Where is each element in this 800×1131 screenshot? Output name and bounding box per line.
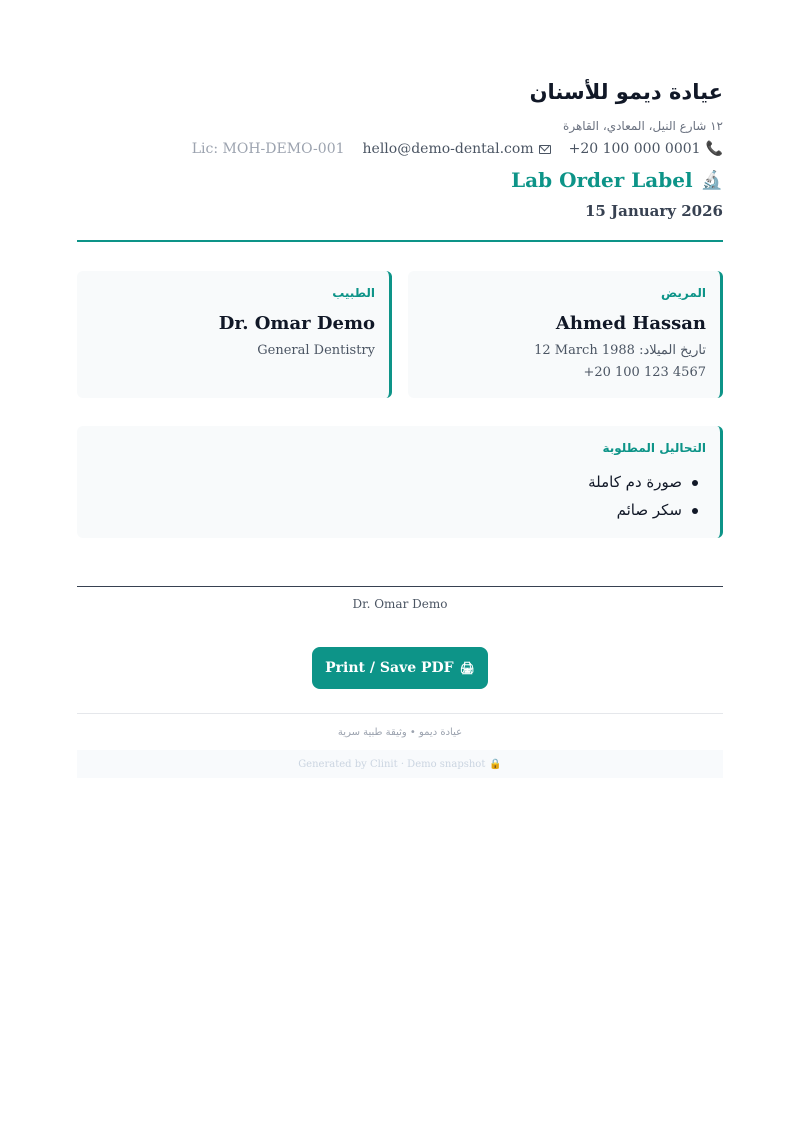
clinic-contact-row [192,141,723,157]
doctor-card [77,271,392,398]
doctor-name: Dr. Omar Demo [218,313,375,334]
clinic-email [363,141,551,157]
patient-dob-label: تاريخ الميلاد: [639,343,706,358]
print-button-label: Print / Save PDF [325,660,454,676]
patient-card-label: المريض [660,286,706,300]
mail-icon [539,145,551,154]
footer-text: عيادة ديمو • وثيقة طبية سرية [337,727,463,738]
print-save-pdf-button[interactable] [312,647,488,689]
phone-icon: 📞 [705,141,723,157]
clinic-license: Lic: MOH-DEMO-001 [191,141,345,157]
document-date: 15 January 2026 [584,202,723,220]
requested-tests-label: التحاليل المطلوبة [602,441,706,455]
patient-name: Ahmed Hassan [555,313,706,334]
doctor-specialty: General Dentistry [257,343,375,358]
lock-icon: 🔒 [489,758,502,770]
list-item: صورة دم كاملة [588,470,700,498]
microscope-icon: 🔬 [700,169,723,191]
header-divider [77,240,723,242]
patient-dob-value: 12 March 1988 [534,343,635,358]
document-title [511,168,723,192]
printer-icon: 🖨 [459,661,475,675]
signature-name: Dr. Omar Demo [352,597,448,611]
patient-card [408,271,723,398]
patient-dob [534,343,706,358]
doctor-card-label: الطبيب [332,286,375,300]
document-title-text: Lab Order Label [511,168,693,192]
footer-divider [77,713,723,714]
clinic-phone-value: +20 100 000 0001 [568,141,701,157]
generated-by-text: Generated by Clinit · Demo snapshot [298,758,486,770]
list-item: سكر صائم [588,498,700,526]
generated-by-banner [77,750,723,778]
clinic-email-value: hello@demo-dental.com [362,141,534,157]
signature-line [77,586,723,587]
requested-tests-card [77,426,723,538]
requested-tests-list [588,470,700,526]
patient-phone: +20 100 123 4567 [583,365,706,380]
clinic-address: ١٢ شارع النيل، المعادي، القاهرة [563,119,723,133]
clinic-phone [569,141,723,157]
clinic-name: عيادة ديمو للأسنان [529,80,723,104]
